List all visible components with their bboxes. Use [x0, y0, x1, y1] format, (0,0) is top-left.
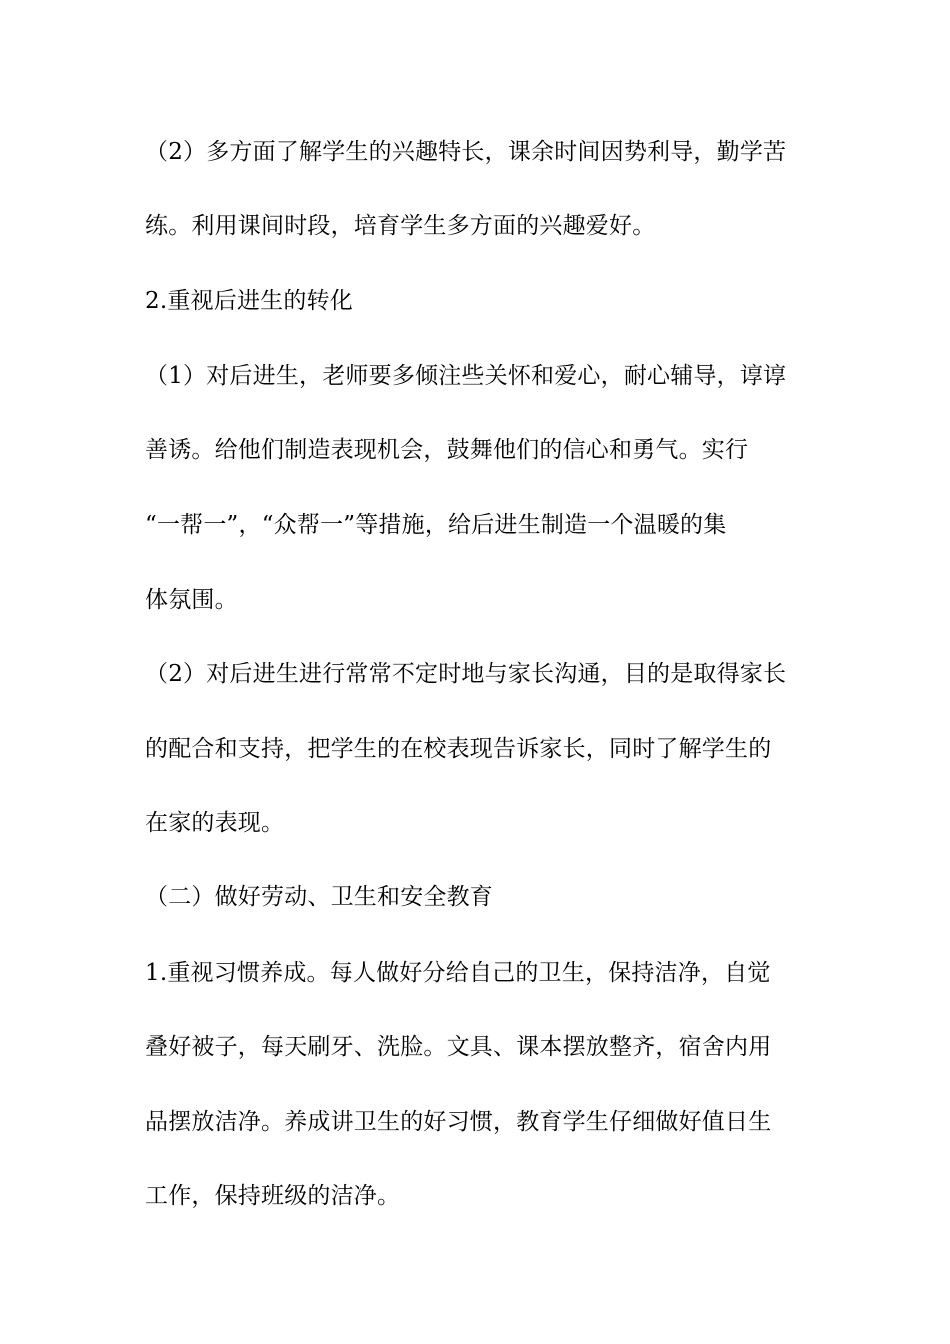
text-line: 在家的表现。 [145, 810, 285, 836]
section-heading: （二）做好劳动、卫生和安全教育 [145, 884, 493, 910]
text-line: 品摆放洁净。养成讲卫生的好习惯，教育学生仔细做好值日生 [145, 1109, 772, 1135]
text-line: 善诱。给他们制造表现机会，鼓舞他们的信心和勇气。实行 [145, 437, 749, 463]
text-line: （1）对后进生，老师要多倾注些关怀和爱心，耐心辅导，谆谆 [145, 363, 787, 389]
text-line: 体氛围。 [145, 587, 238, 613]
text-line: “一帮一”，“众帮一”等措施，给后进生制造一个温暖的集 [145, 512, 727, 538]
text-line: 练。利用课间时段，培育学生多方面的兴趣爱好。 [145, 213, 656, 239]
text-line: 的配合和支持，把学生的在校表现告诉家长，同时了解学生的 [145, 736, 772, 762]
text-line: 1.重视习惯养成。每人做好分给自己的卫生，保持洁净，自觉 [145, 960, 771, 986]
text-line: 工作，保持班级的洁净。 [145, 1183, 401, 1209]
section-heading: 2.重视后进生的转化 [145, 288, 353, 314]
text-line: 叠好被子，每天刷牙、洗脸。文具、课本摆放整齐，宿舍内用 [145, 1034, 772, 1060]
text-line: （2）对后进生进行常常不定时地与家长沟通，目的是取得家长 [145, 661, 787, 687]
text-line: （2）多方面了解学生的兴趣特长，课余时间因势利导，勤学苦 [145, 139, 787, 165]
